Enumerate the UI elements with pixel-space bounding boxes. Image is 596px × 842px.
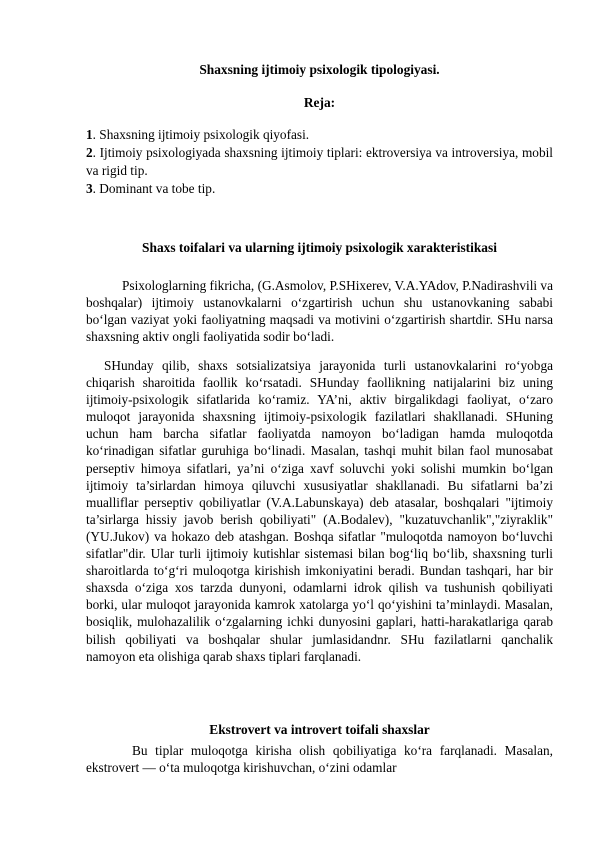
- plan-item-text: . Dominant va tobe tip.: [92, 181, 216, 196]
- plan-label: Reja:: [303, 95, 336, 110]
- paragraph-socialization: SHunday qilib, shaxs sotsializatsiya jarayonida turli ustanovkalarini ro‘yobga chiqarish sharoitida faollik ko‘rsatadi. SHunday faollikning natijalarini biz uning ijtimoiy-psixologik sifatlarida ko‘ramiz. YA’ni, aktiv birgalikdagi faoliyat, o‘zaro muloqot jarayonida shaxsning ijtimoiy-psixologik fazilatlari shakllanadi. SHuning uchun ham barcha sifatlar faoliyatda namoyon bo‘ladigan hamda muloqotda ko‘rinadigan sifatlar guruhiga bo‘linadi. Masalan, tashqi muhit bilan faol munosabat perseptiv himoya sifatlari, ya’ni o‘ziga xavf soluvchi yoki solishi mumkin bo‘lgan ijtimoiy ta’sirlardan himoya qiluvchi xususiyatlar shakllanadi. Bu sifatlarni ba’zi mualliflar perseptiv qobiliyatlar (V.A.Labunskaya) deb atasalar, boshqalari "ijtimoiy ta’sirlarga hissiy javob berish qobiliyati" (A.Bodalev), "kuzatuvchanlik","ziyraklik" (YU.Jukov) va hokazo deb atashgan. Boshqa sifatlar "muloqotda namoyon bo‘luvchi sifatlar"dir. Ular turli ijtimoiy kutishlar sistemasi bilan bog‘liq bo‘lib, shaxsning turli sharoitlarda to‘g‘ri muloqotga kirishish imkoniyatini beradi. Bundan tashqari, har bir shaxsda o‘ziga xos tarzda dunyoni, odamlarni idrok qilish va tushunish qobiliyati borki, ular muloqot jarayonida kamrok xatolarga yo‘l qo‘yishini ta’minlaydi. Masalan, bosiqlik, mulohazalilik o‘zgalarning ichki dunyosini gaplari, hatti-harakatlariga qarab bilish qobiliyati va boshqalar shular jumlasidandnr. SHu fazilatlarni qanchalik namoyon eta olishiga qarab shaxs tiplari farqlanadi.: [86, 358, 553, 664]
- plan-item: [86, 126, 553, 144]
- plan-item: [86, 180, 553, 198]
- plan-item-number: 1: [86, 127, 93, 142]
- plan-item: [86, 144, 553, 180]
- plan-item-text: . Ijtimoiy psixologiyada shaxsning ijtimoiy tiplari: ektroversiya va introversiya, mobil va rigid tip.: [86, 145, 553, 178]
- plan-item-number: 3: [86, 181, 93, 196]
- paragraph-types-differ: Bu tiplar muloqotga kirisha olish qobiliyatiga ko‘ra farqlanadi. Masalan, ekstrovert — o‘ta muloqotga kirishuvchan, o‘zini odamlar: [86, 743, 553, 776]
- plan-item-text: . Shaxsning ijtimoiy psixologik qiyofasi.: [92, 127, 310, 142]
- document-title: Shaxsning ijtimoiy psixologik tipologiyasi.: [199, 62, 440, 77]
- section-heading-types: Shaxs toifalari va ularning ijtimoiy psixologik xarakteristikasi: [142, 240, 497, 255]
- plan-item-number: 2: [86, 145, 93, 160]
- section-heading-extrovert-introvert: Ekstrovert va introvert toifali shaxslar: [209, 722, 430, 737]
- paragraph-psychologists: Psixologlarning fikricha, (G.Asmolov, P.SHixerev, V.A.YAdov, P.Nadirashvili va boshqalar) ijtimoiy ustanovkalarni o‘zgartirish uchun shu ustanovkaning sababi bo‘lgan vaziyat yoki faoliyatning maqsadi va motivini o‘zgartirish shartdir. SHu narsa shaxsning aktiv ongli faoliyatida sodir bo‘ladi.: [86, 278, 553, 345]
- plan-list: [86, 126, 553, 198]
